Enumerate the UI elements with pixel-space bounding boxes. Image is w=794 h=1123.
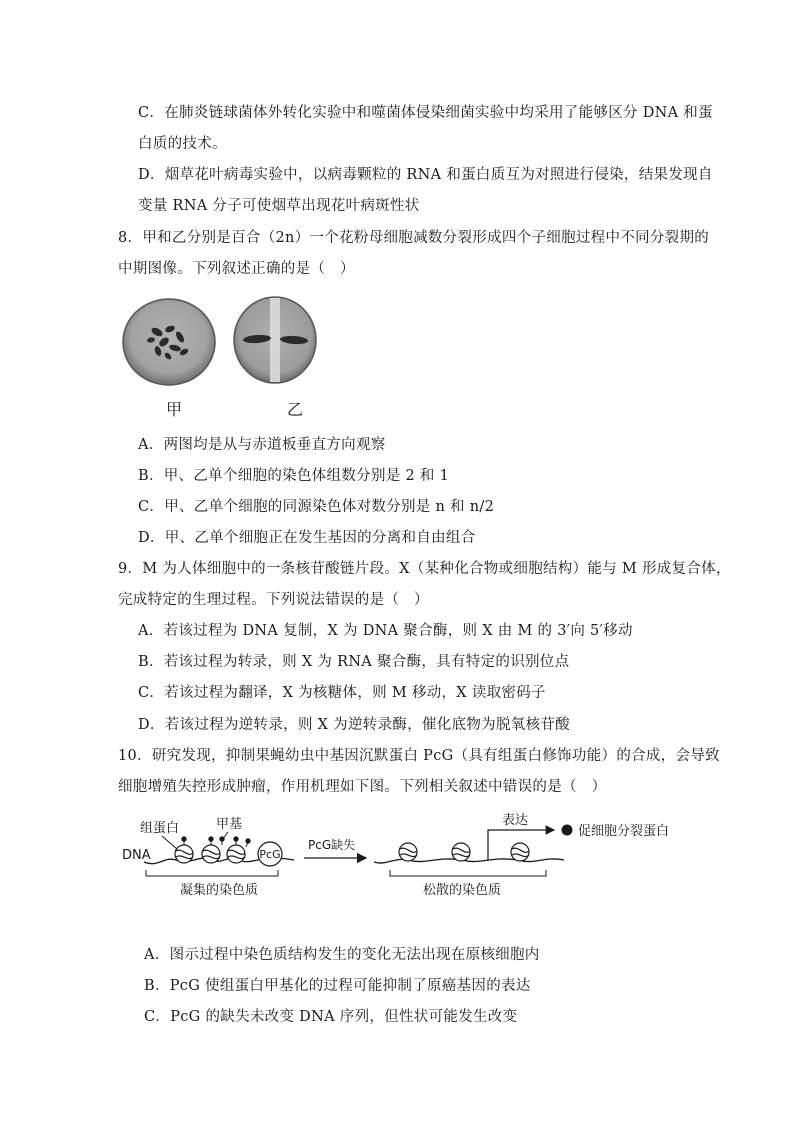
q8-label-yi: 乙 xyxy=(287,400,304,419)
dna-label: DNA xyxy=(122,848,151,863)
q9-option-d: D．若该过程为逆转录，则 X 为逆转录酶，催化底物为脱氧核苷酸 xyxy=(138,717,570,733)
condensed-chromatin-label: 凝集的染色质 xyxy=(180,883,259,898)
q10-mechanism-diagram xyxy=(118,810,718,902)
q9-option-c: C．若该过程为翻译，X 为核糖体，则 M 移动，X 读取密码子 xyxy=(138,685,546,701)
q8-stem-line1: 8．甲和乙分别是百合（2n）一个花粉母细胞减数分裂形成四个子细胞过程中不同分裂期的 xyxy=(118,230,710,246)
q8-cell-micrographs xyxy=(120,296,320,388)
nucleosome-icon xyxy=(202,845,220,863)
nucleosome-icon xyxy=(175,845,193,863)
q9-stem-line1: 9．M 为人体细胞中的一条核苷酸链片段。X（某种化合物或细胞结构）能与 M 形成复合体， xyxy=(118,561,731,577)
q8-option-d: D．甲、乙单个细胞正在发生基因的分离和自由组合 xyxy=(138,530,476,546)
q7-option-d-line2: 变量 RNA 分子可使烟草出现花叶病斑性状 xyxy=(138,198,420,214)
pcg-loss-label: PcG缺失 xyxy=(308,838,356,852)
q8-option-a: A．两图均是从与赤道板垂直方向观察 xyxy=(138,437,386,453)
q10-stem-line2: 细胞增殖失控形成肿瘤，作用机理如下图。下列相关叙述中错误的是（ ） xyxy=(118,779,607,795)
nucleosome-icon xyxy=(511,843,529,861)
nucleosome-icon xyxy=(399,843,417,861)
q10-option-c: C．PcG 的缺失未改变 DNA 序列，但性状可能发生改变 xyxy=(144,1009,518,1025)
q10-stem-line1: 10．研究发现，抑制果蝇幼虫中基因沉默蛋白 PcG（具有组蛋白修饰功能）的合成，会导致 xyxy=(118,748,720,764)
q8-stem-line2: 中期图像。下列叙述正确的是（ ） xyxy=(118,261,355,277)
cell-yi-image xyxy=(234,297,316,383)
division-protein-label: 促细胞分裂蛋白 xyxy=(578,824,670,839)
q8-option-c: C．甲、乙单个细胞的同源染色体对数分别是 n 和 n/2 xyxy=(138,499,495,515)
q9-option-b: B．若该过程为转录，则 X 为 RNA 聚合酶，具有特定的识别位点 xyxy=(138,654,570,670)
q7-option-d-line1: D．烟草花叶病毒实验中，以病毒颗粒的 RNA 和蛋白质互为对照进行侵染，结果发现自 xyxy=(138,167,713,183)
q8-label-jia: 甲 xyxy=(166,400,183,419)
q7-option-c-line2: 白质的技术。 xyxy=(138,136,227,152)
q10-option-b: B．PcG 使组蛋白甲基化的过程可能抑制了原癌基因的表达 xyxy=(144,978,531,994)
q10-option-a: A．图示过程中染色质结构发生的变化无法出现在原核细胞内 xyxy=(144,947,540,963)
q9-option-a: A．若该过程为 DNA 复制，X 为 DNA 聚合酶，则 X 由 M 的 3′向 5′移动 xyxy=(138,623,633,639)
pcg-label: PcG xyxy=(259,848,281,861)
protein-dot-icon xyxy=(562,825,573,836)
expression-label: 表达 xyxy=(502,813,529,828)
loose-chromatin-label: 松散的染色质 xyxy=(423,883,502,898)
nucleosome-icon xyxy=(227,845,245,863)
q8-option-b: B．甲、乙单个细胞的染色体组数分别是 2 和 1 xyxy=(138,468,450,484)
cell-jia-image xyxy=(123,299,215,385)
q7-option-c-line1: C．在肺炎链球菌体外转化实验中和噬菌体侵染细菌实验中均采用了能够区分 DNA 和蛋 xyxy=(138,105,713,121)
nucleosome-icon xyxy=(452,843,470,861)
histone-label: 组蛋白 xyxy=(140,821,180,836)
methyl-label: 甲基 xyxy=(216,817,243,832)
q9-stem-line2: 完成特定的生理过程。下列说法错误的是（ ） xyxy=(118,592,429,608)
